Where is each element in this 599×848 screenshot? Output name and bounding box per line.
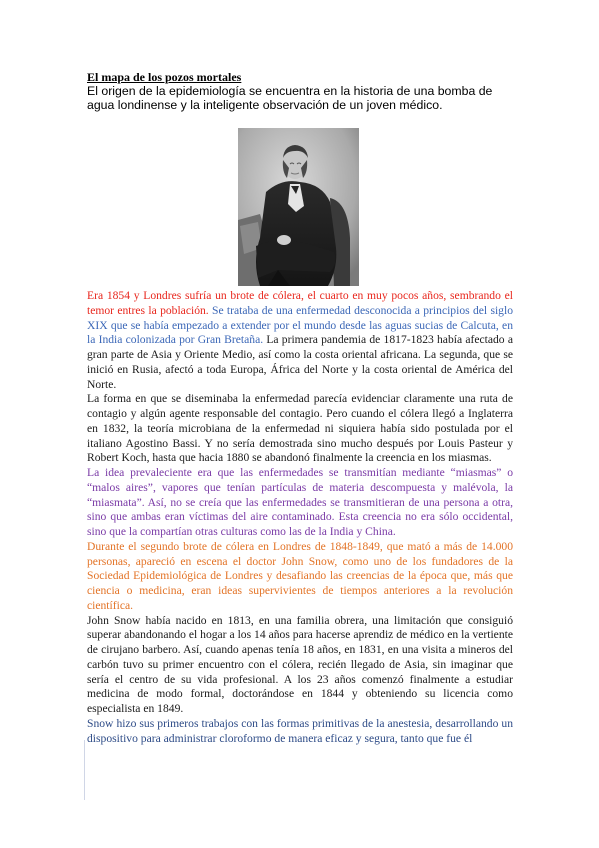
paragraph-1-red-text: Era 1854 y Londres sufría un brote de cólera, el cuarto en muy pocos años, sembrando el temor entres la población. xyxy=(87,289,513,317)
margin-divider xyxy=(84,740,85,800)
paragraph-2: La forma en que se diseminaba la enfermedad parecía evidenciar claramente una ruta de contagio y algún agente responsable del contagio. Pero cuando el cólera llegó a Inglaterra en 1832, la teoría microbiana de la enfermedad ni siquiera había sido postulada por el italiano Agostino Bassi. Y no sería demostrada sino mucho después por Louis Pasteur y Robert Koch, hasta que hacia 1880 se abandonó finalmente la creencia en los miasmas. xyxy=(87,392,513,465)
paragraph-1-blue-text: Se trataba de una enfermedad desconocida a principios del siglo XIX que se había empezado a extender por el mundo desde las aguas sucias de Calcuta, en la India colonizada por Gran Bretaña. xyxy=(87,303,513,347)
paragraph-5: John Snow había nacido en 1813, en una familia obrera, una limitación que consiguió superar abandonando el hogar a los 14 años para hacerse aprendiz de médico en la vertiente de cirujano barbero. Así, cuando apenas tenía 18 años, en 1831, en una visita a mineros del carbón tuvo su primer encuentro con el cólera, recién llegado de Asia, sin imaginar que sería el centro de su vida profesional. A los 23 años comenzó finalmente a estudiar medicina de modo formal, doctorándose en 1844 y obteniendo su licencia como especialista en 1849. xyxy=(87,613,513,715)
article-title: El mapa de los pozos mortales xyxy=(87,70,242,84)
paragraph-6: Snow hizo sus primeros trabajos con las formas primitivas de la anestesia, desarrollando un dispositivo para administrar cloroformo de manera eficaz y segura, tanto que fue él xyxy=(87,716,513,745)
paragraph-1 xyxy=(87,289,513,392)
paragraph-3: La idea prevaleciente era que las enfermedades se transmitían mediante “miasmas” o “malos aires”, vapores que tenían partículas de materia descompuesta y malévola, la “miasmata”. Así, no se creía que las enfermedades se transmitieran de una persona a otra, sino que ambas eran víctimas del aire contaminado. Esta creencia no era sólo occidental, sino que la compartían otras culturas como las de la India y China. xyxy=(87,466,513,538)
portrait-photo-icon xyxy=(238,128,359,286)
paragraph-1-black-text: La primera pandemia de 1817-1823 había afectado a gran parte de Asia y Oriente Medio, así como la costa oriental africana. La segunda, que se inició en Rusia, afectó a toda Europa, África del Norte y la costa oriental de América del Norte. xyxy=(87,333,513,391)
article-header xyxy=(87,70,513,112)
article-body xyxy=(87,289,513,746)
article-subtitle: El origen de la epidemiología se encuentra en la historia de una bomba de agua londinense y la inteligente observación de un joven médico. xyxy=(87,84,493,112)
paragraph-4: Durante el segundo brote de cólera en Londres de 1848-1849, que mató a más de 14.000 personas, apareció en escena el doctor John Snow, como uno de los fundadores de la Sociedad Epidemiológica de Londres y desafiando las creencias de la época que, más que ciencia o medicina, eran ideas supervivientes de tiempos anteriores a la revolución científica. xyxy=(87,539,513,612)
